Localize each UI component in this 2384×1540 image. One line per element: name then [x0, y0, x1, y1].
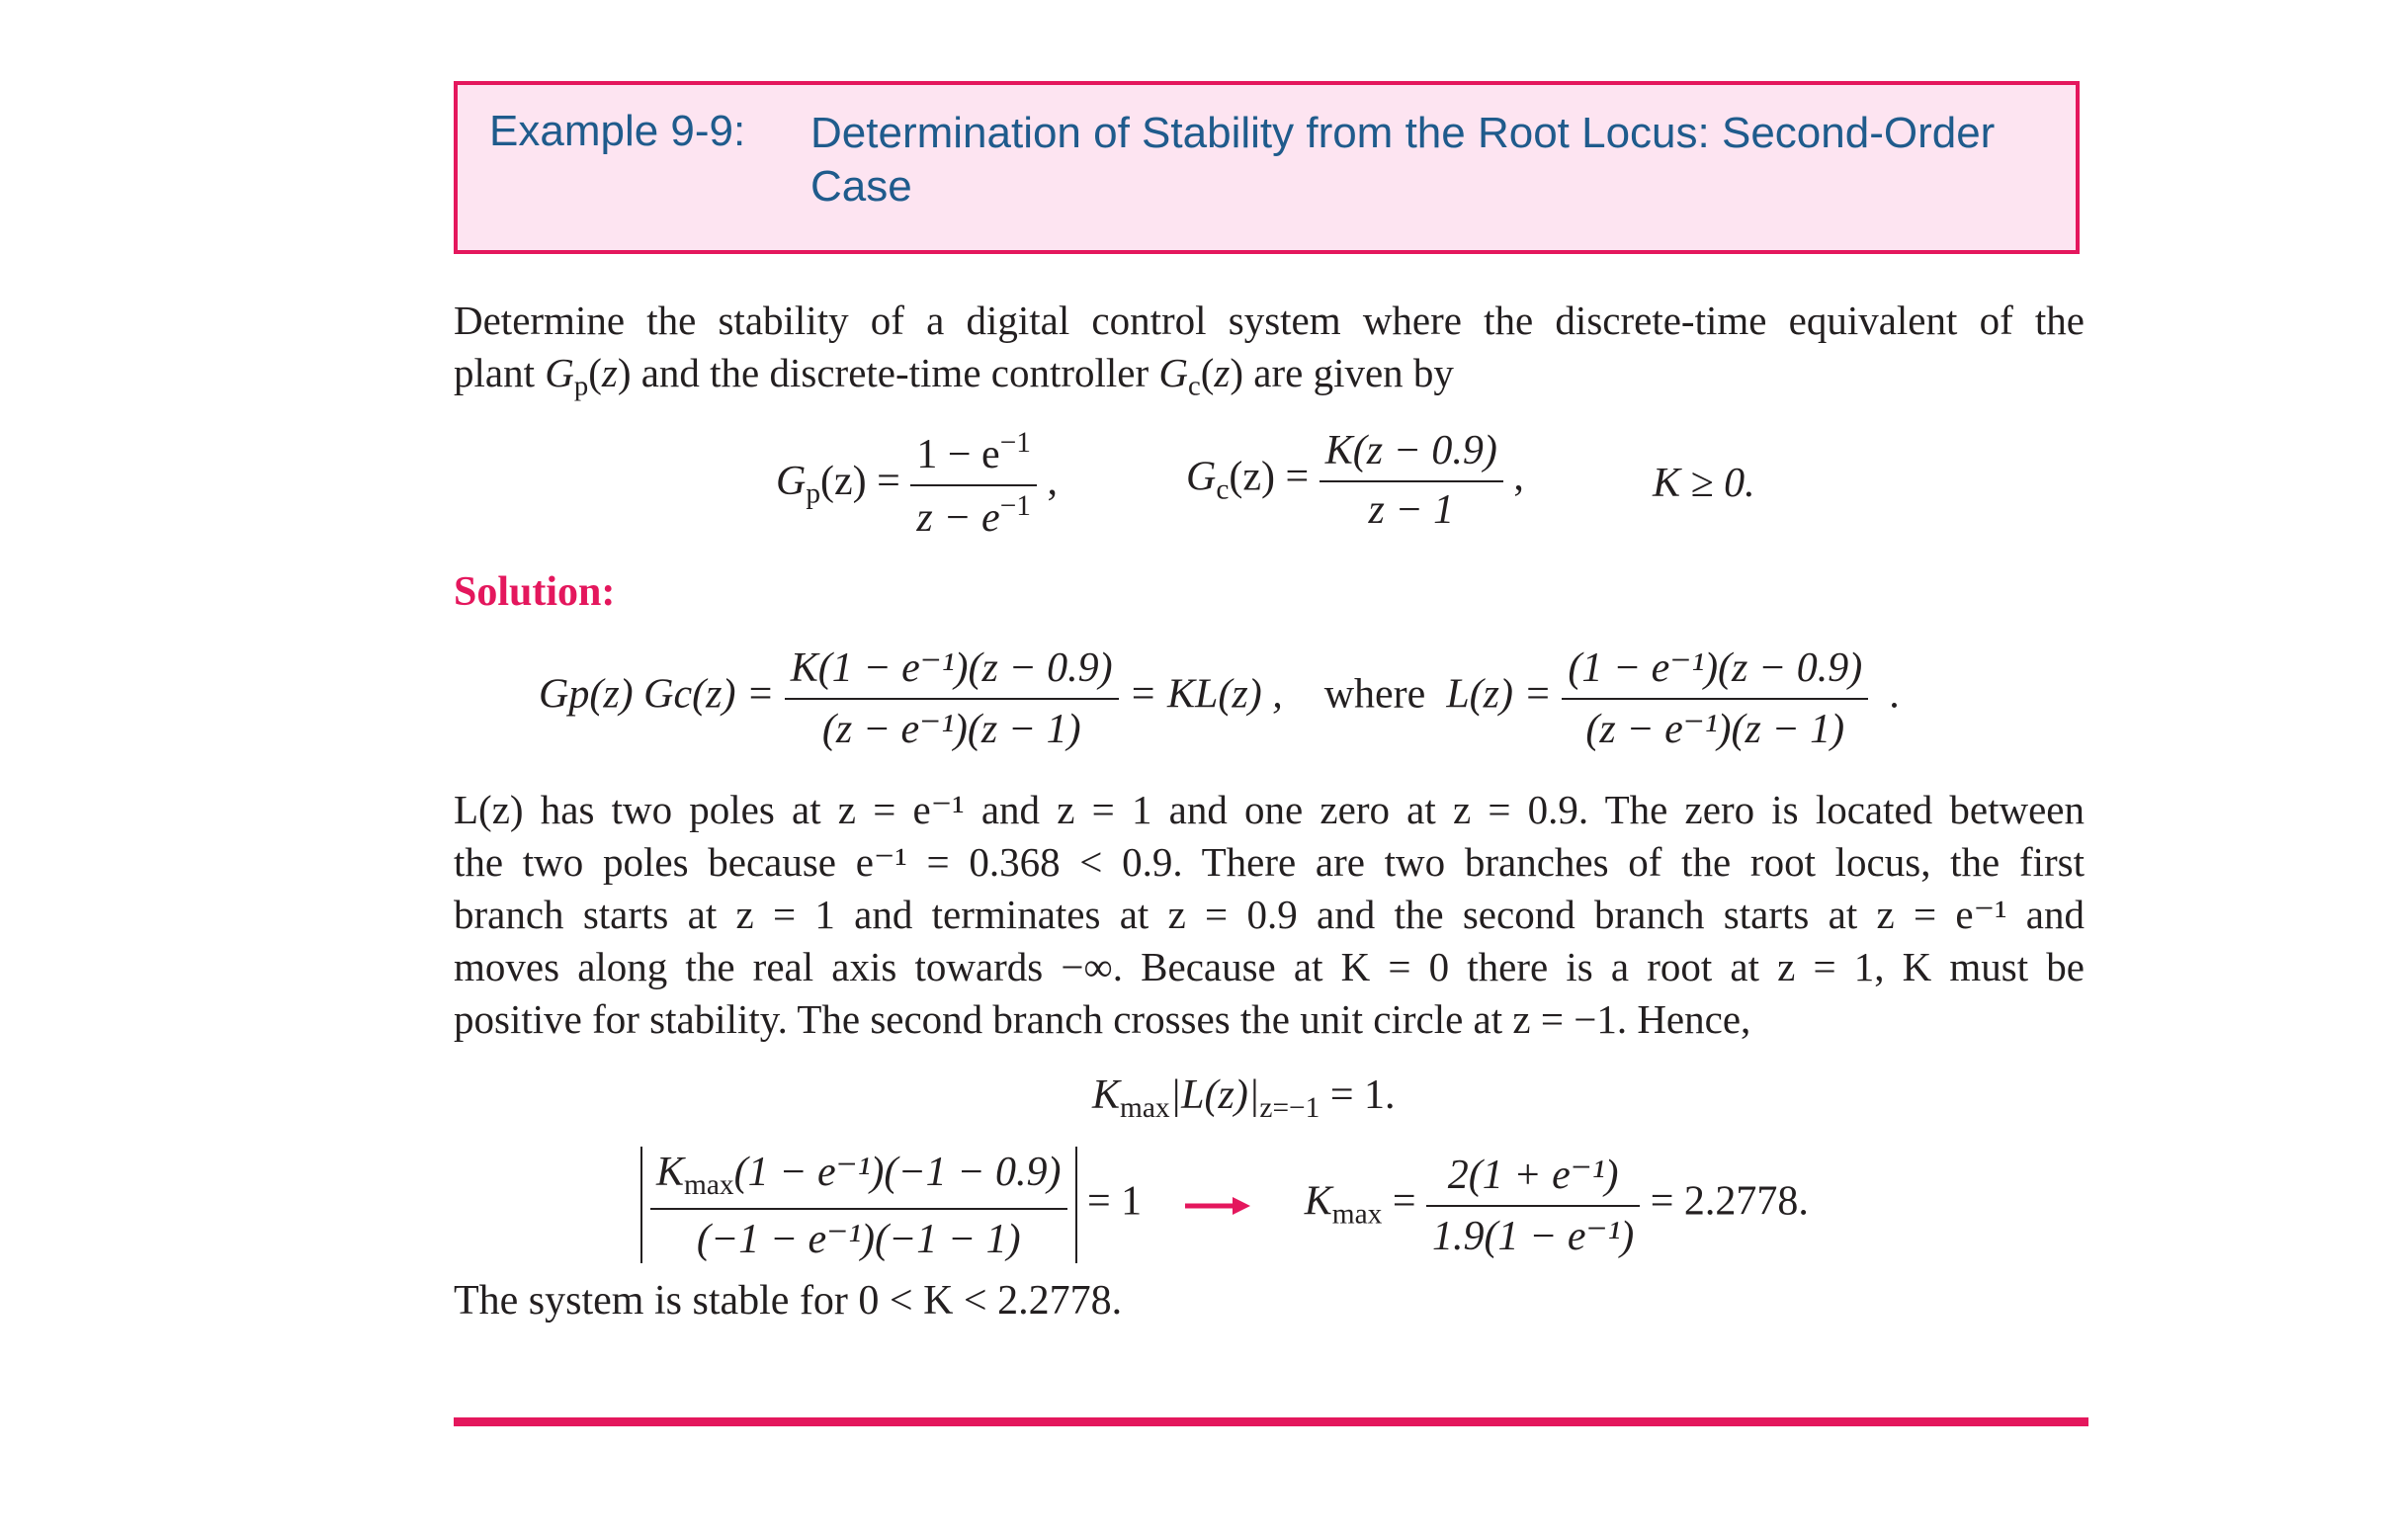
explanation-line-2: the two poles because e⁻¹ = 0.368 < 0.9. There are two branches of the root locus, the first	[454, 839, 2085, 885]
controller-equation: $G_c(z)$ = $\frac{K(z - 0.9)}{z - 1}$ ,	[1186, 428, 1524, 533]
conclusion: The system is stable for 0 < K < 2.2778.	[454, 1278, 1123, 1324]
example-title: Determination of Stability from the Root Locus: Second-Order Case	[810, 109, 1996, 211]
problem-line-2: plant $G_p(z)$ and the discrete-time controller $G_c(z)$ are given by	[454, 350, 1454, 402]
l-fraction: $\frac{\text{(1 − e⁻¹)(z − 0.9)}}{\text{(z − e⁻¹)(z − 1)}}$	[1562, 642, 1868, 753]
absolute-value-bars	[640, 1147, 1077, 1263]
explanation-line-3: branch starts at z = 1 and terminates at z = 0.9 and the second branch starts at z = e⁻¹ and	[454, 892, 2085, 937]
bottom-divider	[454, 1417, 2088, 1426]
example-number: Example 9-9:	[489, 107, 746, 155]
loop-gain-fraction: $\frac{\text{K(1 − e⁻¹)(z − 0.9)}}{\text{(z − e⁻¹)(z − 1)}}$	[785, 642, 1119, 753]
problem-statement	[454, 295, 2085, 413]
kmax-result-fraction: $\frac{\text{2(1 + e⁻¹)}}{\text{1.9(1 − e⁻¹)}}$	[1426, 1150, 1640, 1260]
gain-condition: K ≥ 0.	[1653, 461, 1755, 506]
solution-label: Solution:	[454, 569, 616, 615]
loop-gain-equation: Gp(z) Gc(z) = $\frac{\text{K(1 − e⁻¹)(z − 0.9)}}{\text{(z − e⁻¹)(z − 1)}}$ = KL(z) , where L(z) = $\frac{\text{(1 − e⁻¹)(z − 0.9)}}{\text{(z − e⁻¹)(z − 1)}}$ .	[539, 642, 1900, 753]
kmax-condition-equation: $K_{max}|L(z)|_{z=-1} = 1$.	[1092, 1072, 1396, 1124]
abs-fraction: $\frac{K_{max}(1 - e^{-1})(-1 - 0.9)}{\text{(−1 − e⁻¹)(−1 − 1)}}$	[650, 1147, 1067, 1263]
explanation-line-5: positive for stability. The second branch crosses the unit circle at z = −1. Hence,	[454, 996, 1751, 1042]
plant-equation: $G_p(z)$ = $\frac{1 - e^{-1}}{z - e^{-1}}$ ,	[776, 427, 1058, 542]
explanation-line-4: moves along the real axis towards −∞. Because at K = 0 there is a root at z = 1, K must be	[454, 944, 2085, 989]
plant-fraction: $\frac{1 - e^{-1}}{z - e^{-1}}$	[910, 427, 1037, 542]
explanation-paragraph	[454, 784, 2085, 1046]
implies-arrow-icon	[1183, 1181, 1252, 1229]
problem-line-1: Determine the stability of a digital control system where the discrete-time equivalent of the	[454, 298, 2085, 343]
kmax-solution-equation: $\frac{K_{max}(1 - e^{-1})(-1 - 0.9)}{\text{(−1 − e⁻¹)(−1 − 1)}}$ = 1 $K_{max}$ = $\frac{\text{2(1 + e⁻¹)}}{\text{1.9(1 − e⁻¹)}}$ = 2.2778.	[640, 1147, 1809, 1263]
controller-fraction: $\frac{K(z - 0.9)}{z - 1}$	[1320, 427, 1503, 534]
explanation-line-1: L(z) has two poles at z = e⁻¹ and z = 1 and one zero at z = 0.9. The zero is located between	[454, 787, 2085, 832]
